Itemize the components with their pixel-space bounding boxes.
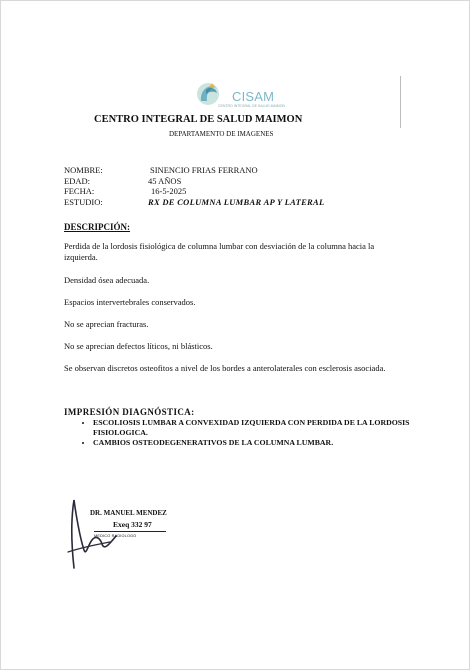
date-label: FECHA: — [64, 186, 95, 196]
finding-paragraph: Perdida de la lordosis fisiológica de columna lumbar con desviación de la columna hacia la izquierda. — [64, 241, 375, 262]
impression-list — [79, 418, 423, 449]
doctor-name: DR. MANUEL MENDEZ — [90, 509, 167, 517]
finding-paragraph: No se aprecian defectos líticos, ni blásticos. — [64, 341, 213, 351]
exequatur-number: Exeq 332 97 — [113, 520, 152, 529]
study-name: RX DE COLUMNA LUMBAR AP Y LATERAL — [148, 196, 325, 207]
doctor-specialty: MEDICO RADIOLOGO — [94, 534, 137, 538]
stamp-underline — [94, 531, 166, 532]
logo-tagline: CENTRO INTEGRAL DE SALUD MAIMON — [218, 104, 285, 108]
impression-item: • CAMBIOS OSTEODEGENERATIVOS DE LA COLUMNA LUMBAR. — [93, 438, 423, 448]
study-date: 16-5-2025 — [151, 186, 187, 196]
margin-rule — [400, 76, 401, 128]
impression-title: IMPRESIÓN DIAGNÓSTICA: — [64, 407, 195, 417]
impression-item: • ESCOLIOSIS LUMBAR A CONVEXIDAD IZQUIERDA CON PERDIDA DE LA LORDOSIS FISIOLOGICA. — [93, 418, 423, 437]
age-label: EDAD: — [64, 175, 90, 186]
logo-wordmark: CISAM — [232, 89, 275, 104]
institution-title: CENTRO INTEGRAL DE SALUD MAIMON — [94, 114, 303, 125]
finding-paragraph: Espacios intervertebrales conservados. — [64, 297, 196, 307]
description-title: DESCRIPCIÓN: — [64, 222, 131, 232]
handwritten-signature-icon — [60, 490, 140, 575]
name-label: NOMBRE: — [64, 165, 103, 175]
patient-name: SINENCIO FRIAS FERRANO — [150, 165, 258, 175]
patient-age: 45 AÑOS — [148, 175, 182, 186]
department-name: DEPARTAMENTO DE IMAGENES — [169, 130, 274, 138]
finding-paragraph: Densidad ósea adecuada. — [64, 275, 150, 285]
finding-paragraph: Se observan discretos osteofitos a nivel de los bordes a anterolaterales con esclerosis asociada. — [64, 363, 386, 373]
study-label: ESTUDIO: — [64, 196, 103, 207]
finding-paragraph: No se aprecian fracturas. — [64, 319, 149, 329]
